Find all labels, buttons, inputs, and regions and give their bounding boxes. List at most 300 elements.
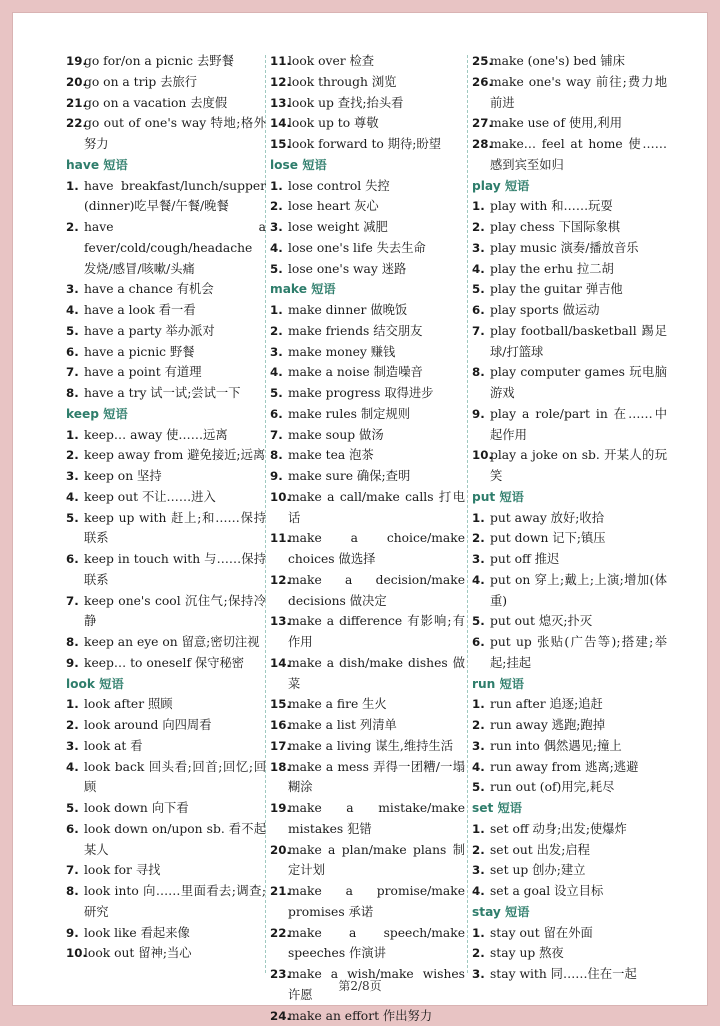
- phrase-text: keep away from 避免接近;远离: [84, 445, 266, 466]
- phrase-item: [66, 819, 266, 861]
- phrase-item: [66, 487, 266, 508]
- phrase-text: set up 创办;建立: [490, 860, 667, 881]
- phrase-text: make a promise/make promises 承诺: [288, 881, 465, 923]
- phrase-item: [472, 362, 667, 404]
- phrase-text: look over 检查: [288, 51, 465, 72]
- phrase-text: make an effort 作出努力: [288, 1006, 465, 1026]
- phrase-item: [472, 840, 667, 861]
- item-number: 10.: [66, 943, 87, 964]
- phrase-text: make a living 谋生,维持生活: [288, 736, 465, 757]
- phrase-text: make tea 泡茶: [288, 445, 465, 466]
- phrase-text: make… feel at home 使……感到宾至如归: [490, 134, 667, 176]
- phrase-text: look for 寻找: [84, 860, 266, 881]
- phrase-text: play with 和……玩耍: [490, 196, 667, 217]
- item-number: 2.: [472, 715, 485, 736]
- section-heading: stay 短语: [472, 902, 667, 923]
- phrase-item: [270, 798, 465, 840]
- phrase-item: [66, 72, 266, 93]
- phrase-item: [472, 134, 667, 176]
- item-number: 26.: [472, 72, 493, 93]
- item-number: 1.: [472, 196, 485, 217]
- phrase-item: [270, 134, 465, 155]
- phrase-text: make a plan/make plans 制定计划: [288, 840, 465, 882]
- phrase-item: [472, 694, 667, 715]
- phrase-item: [270, 176, 465, 197]
- phrase-item: [472, 72, 667, 114]
- item-number: 13.: [270, 93, 291, 114]
- phrase-text: run away from 逃离;逃避: [490, 757, 667, 778]
- phrase-item: [472, 217, 667, 238]
- phrase-text: put on 穿上;戴上;上演;增加(体重): [490, 570, 667, 612]
- item-number: 3.: [472, 736, 485, 757]
- item-number: 6.: [472, 300, 485, 321]
- item-number: 1.: [66, 694, 79, 715]
- phrase-text: make a speech/make speeches 作演讲: [288, 923, 465, 965]
- phrase-text: look down 向下看: [84, 798, 266, 819]
- phrase-text: lose heart 灰心: [288, 196, 465, 217]
- phrase-text: have a look 看一看: [84, 300, 266, 321]
- phrase-item: [270, 404, 465, 425]
- phrase-item: [270, 300, 465, 321]
- item-number: 18.: [270, 757, 291, 778]
- phrase-text: run into 偶然遇见;撞上: [490, 736, 667, 757]
- phrase-item: [66, 860, 266, 881]
- item-number: 22.: [66, 113, 87, 134]
- item-number: 3.: [66, 466, 79, 487]
- item-number: 5.: [66, 321, 79, 342]
- column-divider: [467, 55, 468, 973]
- item-number: 27.: [472, 113, 493, 134]
- phrase-item: [66, 176, 266, 218]
- item-number: 6.: [270, 404, 283, 425]
- phrase-item: [472, 528, 667, 549]
- phrase-item: [472, 632, 667, 674]
- section-heading: set 短语: [472, 798, 667, 819]
- phrase-text: have a chance 有机会: [84, 279, 266, 300]
- phrase-text: make a decision/make decisions 做决定: [288, 570, 465, 612]
- phrase-text: go for/on a picnic 去野餐: [84, 51, 266, 72]
- phrase-text: make use of 使用,利用: [490, 113, 667, 134]
- phrase-text: make friends 结交朋友: [288, 321, 465, 342]
- item-number: 2.: [66, 715, 79, 736]
- phrase-text: have a party 举办派对: [84, 321, 266, 342]
- phrase-text: make soup 做汤: [288, 425, 465, 446]
- phrase-text: look at 看: [84, 736, 266, 757]
- phrase-item: [270, 570, 465, 612]
- item-number: 7.: [66, 591, 79, 612]
- phrase-item: [270, 757, 465, 799]
- phrase-item: [472, 819, 667, 840]
- phrase-text: make a mistake/make mistakes 犯错: [288, 798, 465, 840]
- item-number: 8.: [270, 445, 283, 466]
- section-heading: make 短语: [270, 279, 465, 300]
- phrase-item: [66, 113, 266, 155]
- item-number: 5.: [270, 259, 283, 280]
- item-number: 4.: [66, 757, 79, 778]
- item-number: 21.: [66, 93, 87, 114]
- phrase-text: make a noise 制造噪音: [288, 362, 465, 383]
- phrase-item: [66, 342, 266, 363]
- phrase-item: [472, 777, 667, 798]
- phrase-item: [66, 466, 266, 487]
- item-number: 1.: [66, 425, 79, 446]
- phrase-text: put up 张贴(广告等);搭建;举起;挂起: [490, 632, 667, 674]
- item-number: 11.: [270, 51, 291, 72]
- phrase-item: [472, 860, 667, 881]
- item-number: 6.: [66, 819, 79, 840]
- item-number: 3.: [270, 217, 283, 238]
- section-heading: look 短语: [66, 674, 266, 695]
- phrase-item: [270, 487, 465, 529]
- phrase-item: [472, 549, 667, 570]
- item-number: 5.: [472, 777, 485, 798]
- phrase-item: [472, 736, 667, 757]
- phrase-text: look through 浏览: [288, 72, 465, 93]
- phrase-item: [270, 1006, 465, 1026]
- phrase-text: make a choice/make choices 做选择: [288, 528, 465, 570]
- phrase-item: [66, 279, 266, 300]
- phrase-item: [270, 113, 465, 134]
- section-heading: put 短语: [472, 487, 667, 508]
- item-number: 16.: [270, 715, 291, 736]
- phrase-item: [66, 757, 266, 799]
- phrase-text: keep in touch with 与……保持联系: [84, 549, 266, 591]
- phrase-text: run out (of)用完,耗尽: [490, 777, 667, 798]
- phrase-text: make sure 确保;查明: [288, 466, 465, 487]
- section-heading: keep 短语: [66, 404, 266, 425]
- item-number: 1.: [472, 923, 485, 944]
- phrase-text: look around 向四周看: [84, 715, 266, 736]
- phrase-text: look into 向……里面看去;调查;研究: [84, 881, 266, 923]
- item-number: 3.: [270, 342, 283, 363]
- item-number: 13.: [270, 611, 291, 632]
- phrase-item: [270, 840, 465, 882]
- phrase-item: [270, 362, 465, 383]
- phrase-text: make a wish/make wishes 许愿: [288, 964, 465, 1006]
- item-number: 8.: [66, 383, 79, 404]
- item-number: 7.: [472, 321, 485, 342]
- item-number: 12.: [270, 570, 291, 591]
- item-number: 20.: [66, 72, 87, 93]
- item-number: 2.: [472, 840, 485, 861]
- item-number: 1.: [472, 694, 485, 715]
- phrase-text: have a picnic 野餐: [84, 342, 266, 363]
- phrase-item: [66, 383, 266, 404]
- phrase-text: play the erhu 拉二胡: [490, 259, 667, 280]
- phrase-item: [66, 798, 266, 819]
- phrase-item: [66, 591, 266, 633]
- phrase-item: [270, 881, 465, 923]
- item-number: 2.: [66, 445, 79, 466]
- phrase-item: [66, 943, 266, 964]
- item-number: 14.: [270, 113, 291, 134]
- item-number: 5.: [270, 383, 283, 404]
- phrase-text: make a difference 有影响;有作用: [288, 611, 465, 653]
- phrase-item: [270, 694, 465, 715]
- item-number: 3.: [472, 238, 485, 259]
- phrase-text: lose one's way 迷路: [288, 259, 465, 280]
- column-3: [472, 51, 667, 985]
- item-number: 7.: [270, 425, 283, 446]
- item-number: 8.: [472, 362, 485, 383]
- phrase-item: [270, 238, 465, 259]
- item-number: 6.: [66, 342, 79, 363]
- phrase-item: [66, 923, 266, 944]
- phrase-text: play music 演奏/播放音乐: [490, 238, 667, 259]
- phrase-text: make (one's) bed 铺床: [490, 51, 667, 72]
- item-number: 6.: [472, 632, 485, 653]
- phrase-item: [270, 528, 465, 570]
- item-number: 9.: [66, 653, 79, 674]
- phrase-item: [270, 217, 465, 238]
- phrase-item: [66, 549, 266, 591]
- item-number: 5.: [66, 798, 79, 819]
- item-number: 28.: [472, 134, 493, 155]
- phrase-text: make a dish/make dishes 做菜: [288, 653, 465, 695]
- phrase-text: make a mess 弄得一团糟/一塌糊涂: [288, 757, 465, 799]
- phrase-item: [66, 881, 266, 923]
- column-1: [66, 51, 266, 964]
- section-heading: run 短语: [472, 674, 667, 695]
- item-number: 4.: [66, 300, 79, 321]
- phrase-text: look forward to 期待;盼望: [288, 134, 465, 155]
- item-number: 3.: [66, 279, 79, 300]
- item-number: 3.: [66, 736, 79, 757]
- phrase-text: set off 动身;出发;使爆炸: [490, 819, 667, 840]
- item-number: 11.: [270, 528, 291, 549]
- item-number: 8.: [66, 881, 79, 902]
- item-number: 10.: [270, 487, 291, 508]
- phrase-text: keep up with 赶上;和……保持联系: [84, 508, 266, 550]
- phrase-text: make rules 制定规则: [288, 404, 465, 425]
- item-number: 4.: [270, 238, 283, 259]
- phrase-text: play a role/part in 在……中起作用: [490, 404, 667, 446]
- item-number: 25.: [472, 51, 493, 72]
- item-number: 7.: [66, 860, 79, 881]
- phrase-item: [270, 259, 465, 280]
- phrase-text: put away 放好;收拾: [490, 508, 667, 529]
- item-number: 4.: [66, 487, 79, 508]
- item-number: 1.: [472, 819, 485, 840]
- phrase-item: [270, 321, 465, 342]
- phrase-item: [472, 611, 667, 632]
- phrase-text: play chess 下国际象棋: [490, 217, 667, 238]
- phrase-item: [66, 321, 266, 342]
- phrase-item: [472, 757, 667, 778]
- phrase-item: [66, 694, 266, 715]
- phrase-text: put out 熄灭;扑灭: [490, 611, 667, 632]
- phrase-item: [66, 93, 266, 114]
- phrase-text: keep… to oneself 保守秘密: [84, 653, 266, 674]
- item-number: 1.: [66, 176, 79, 197]
- phrase-text: stay out 留在外面: [490, 923, 667, 944]
- phrase-text: put off 推迟: [490, 549, 667, 570]
- phrase-item: [66, 217, 266, 279]
- phrase-item: [472, 279, 667, 300]
- item-number: 14.: [270, 653, 291, 674]
- section-heading: have 短语: [66, 155, 266, 176]
- phrase-text: make one's way 前往;费力地前进: [490, 72, 667, 114]
- phrase-text: lose one's life 失去生命: [288, 238, 465, 259]
- phrase-item: [66, 715, 266, 736]
- phrase-text: play the guitar 弹吉他: [490, 279, 667, 300]
- phrase-text: keep an eye on 留意;密切注视: [84, 632, 266, 653]
- item-number: 3.: [472, 964, 485, 985]
- phrase-text: look down on/upon sb. 看不起某人: [84, 819, 266, 861]
- item-number: 19.: [270, 798, 291, 819]
- phrase-item: [66, 425, 266, 446]
- item-number: 12.: [270, 72, 291, 93]
- phrase-item: [270, 383, 465, 404]
- phrase-item: [472, 404, 667, 446]
- phrase-item: [270, 466, 465, 487]
- phrase-text: look up to 尊敬: [288, 113, 465, 134]
- item-number: 4.: [270, 362, 283, 383]
- item-number: 9.: [66, 923, 79, 944]
- item-number: 10.: [472, 445, 493, 466]
- item-number: 21.: [270, 881, 291, 902]
- phrase-item: [270, 51, 465, 72]
- phrase-text: set out 出发;启程: [490, 840, 667, 861]
- phrase-item: [472, 113, 667, 134]
- phrase-text: look back 回头看;回首;回忆;回顾: [84, 757, 266, 799]
- phrase-item: [270, 715, 465, 736]
- phrase-item: [66, 51, 266, 72]
- item-number: 4.: [472, 259, 485, 280]
- phrase-text: make a list 列清单: [288, 715, 465, 736]
- phrase-text: make a fire 生火: [288, 694, 465, 715]
- item-number: 3.: [472, 549, 485, 570]
- item-number: 2.: [66, 217, 79, 238]
- phrase-item: [472, 881, 667, 902]
- phrase-text: look after 照顾: [84, 694, 266, 715]
- phrase-text: make a call/make calls 打电话: [288, 487, 465, 529]
- phrase-item: [472, 943, 667, 964]
- phrase-text: lose weight 减肥: [288, 217, 465, 238]
- item-number: 2.: [472, 528, 485, 549]
- item-number: 5.: [66, 508, 79, 529]
- item-number: 9.: [472, 404, 485, 425]
- phrase-item: [472, 196, 667, 217]
- phrase-text: keep one's cool 沉住气;保持冷静: [84, 591, 266, 633]
- phrase-text: make progress 取得进步: [288, 383, 465, 404]
- phrase-text: lose control 失控: [288, 176, 465, 197]
- phrase-item: [270, 72, 465, 93]
- phrase-text: go on a trip 去旅行: [84, 72, 266, 93]
- phrase-item: [270, 342, 465, 363]
- phrase-text: look up 查找;抬头看: [288, 93, 465, 114]
- phrase-text: have breakfast/lunch/supper (dinner)吃早餐/午餐/晚餐: [84, 176, 266, 218]
- item-number: 15.: [270, 694, 291, 715]
- phrase-item: [66, 445, 266, 466]
- column-2: [270, 51, 465, 1026]
- page-number: 第2/8页: [13, 977, 707, 994]
- phrase-item: [66, 300, 266, 321]
- phrase-text: play a joke on sb. 开某人的玩笑: [490, 445, 667, 487]
- item-number: 4.: [472, 881, 485, 902]
- phrase-item: [472, 300, 667, 321]
- phrase-text: make money 赚钱: [288, 342, 465, 363]
- phrase-text: keep… away 使……远离: [84, 425, 266, 446]
- item-number: 20.: [270, 840, 291, 861]
- phrase-text: put down 记下;镇压: [490, 528, 667, 549]
- item-number: 1.: [270, 300, 283, 321]
- item-number: 2.: [270, 321, 283, 342]
- item-number: 5.: [472, 611, 485, 632]
- item-number: 1.: [270, 176, 283, 197]
- item-number: 1.: [472, 508, 485, 529]
- item-number: 2.: [472, 217, 485, 238]
- item-number: 4.: [472, 570, 485, 591]
- phrase-item: [472, 445, 667, 487]
- phrase-item: [270, 611, 465, 653]
- phrase-item: [472, 508, 667, 529]
- phrase-item: [66, 508, 266, 550]
- item-number: 3.: [472, 860, 485, 881]
- phrase-item: [270, 425, 465, 446]
- phrase-text: keep out 不让……进入: [84, 487, 266, 508]
- phrase-item: [270, 196, 465, 217]
- item-number: 5.: [472, 279, 485, 300]
- item-number: 15.: [270, 134, 291, 155]
- phrase-item: [472, 321, 667, 363]
- item-number: 19.: [66, 51, 87, 72]
- item-number: 7.: [66, 362, 79, 383]
- phrase-text: make dinner 做晚饭: [288, 300, 465, 321]
- phrase-text: stay up 熬夜: [490, 943, 667, 964]
- item-number: 24.: [270, 1006, 291, 1026]
- phrase-text: run after 追逐;追赶: [490, 694, 667, 715]
- item-number: 2.: [472, 943, 485, 964]
- item-number: 4.: [472, 757, 485, 778]
- phrase-item: [66, 736, 266, 757]
- item-number: 23.: [270, 964, 291, 985]
- item-number: 9.: [270, 466, 283, 487]
- phrase-text: look out 留神;当心: [84, 943, 266, 964]
- phrase-item: [472, 259, 667, 280]
- phrase-item: [472, 570, 667, 612]
- phrase-text: play football/basketball 踢足球/打篮球: [490, 321, 667, 363]
- item-number: 6.: [66, 549, 79, 570]
- phrase-item: [270, 923, 465, 965]
- phrase-text: have a point 有道理: [84, 362, 266, 383]
- item-number: 8.: [66, 632, 79, 653]
- document-page: [12, 12, 708, 1006]
- phrase-text: look like 看起来像: [84, 923, 266, 944]
- phrase-text: have a try 试一试;尝试一下: [84, 383, 266, 404]
- phrase-item: [472, 51, 667, 72]
- phrase-item: [66, 653, 266, 674]
- phrase-text: go out of one's way 特地;格外努力: [84, 113, 266, 155]
- phrase-text: have a fever/cold/cough/headache 发烧/感冒/咳嗽/头痛: [84, 217, 266, 279]
- phrase-text: set a goal 设立目标: [490, 881, 667, 902]
- phrase-item: [66, 632, 266, 653]
- phrase-item: [472, 715, 667, 736]
- section-heading: play 短语: [472, 176, 667, 197]
- phrase-text: go on a vacation 去度假: [84, 93, 266, 114]
- phrase-text: play computer games 玩电脑游戏: [490, 362, 667, 404]
- phrase-item: [270, 93, 465, 114]
- phrase-item: [270, 653, 465, 695]
- phrase-item: [472, 238, 667, 259]
- phrase-text: run away 逃跑;跑掉: [490, 715, 667, 736]
- item-number: 17.: [270, 736, 291, 757]
- phrase-item: [270, 736, 465, 757]
- phrase-text: keep on 坚持: [84, 466, 266, 487]
- item-number: 22.: [270, 923, 291, 944]
- phrase-text: stay with 同……住在一起: [490, 964, 667, 985]
- item-number: 2.: [270, 196, 283, 217]
